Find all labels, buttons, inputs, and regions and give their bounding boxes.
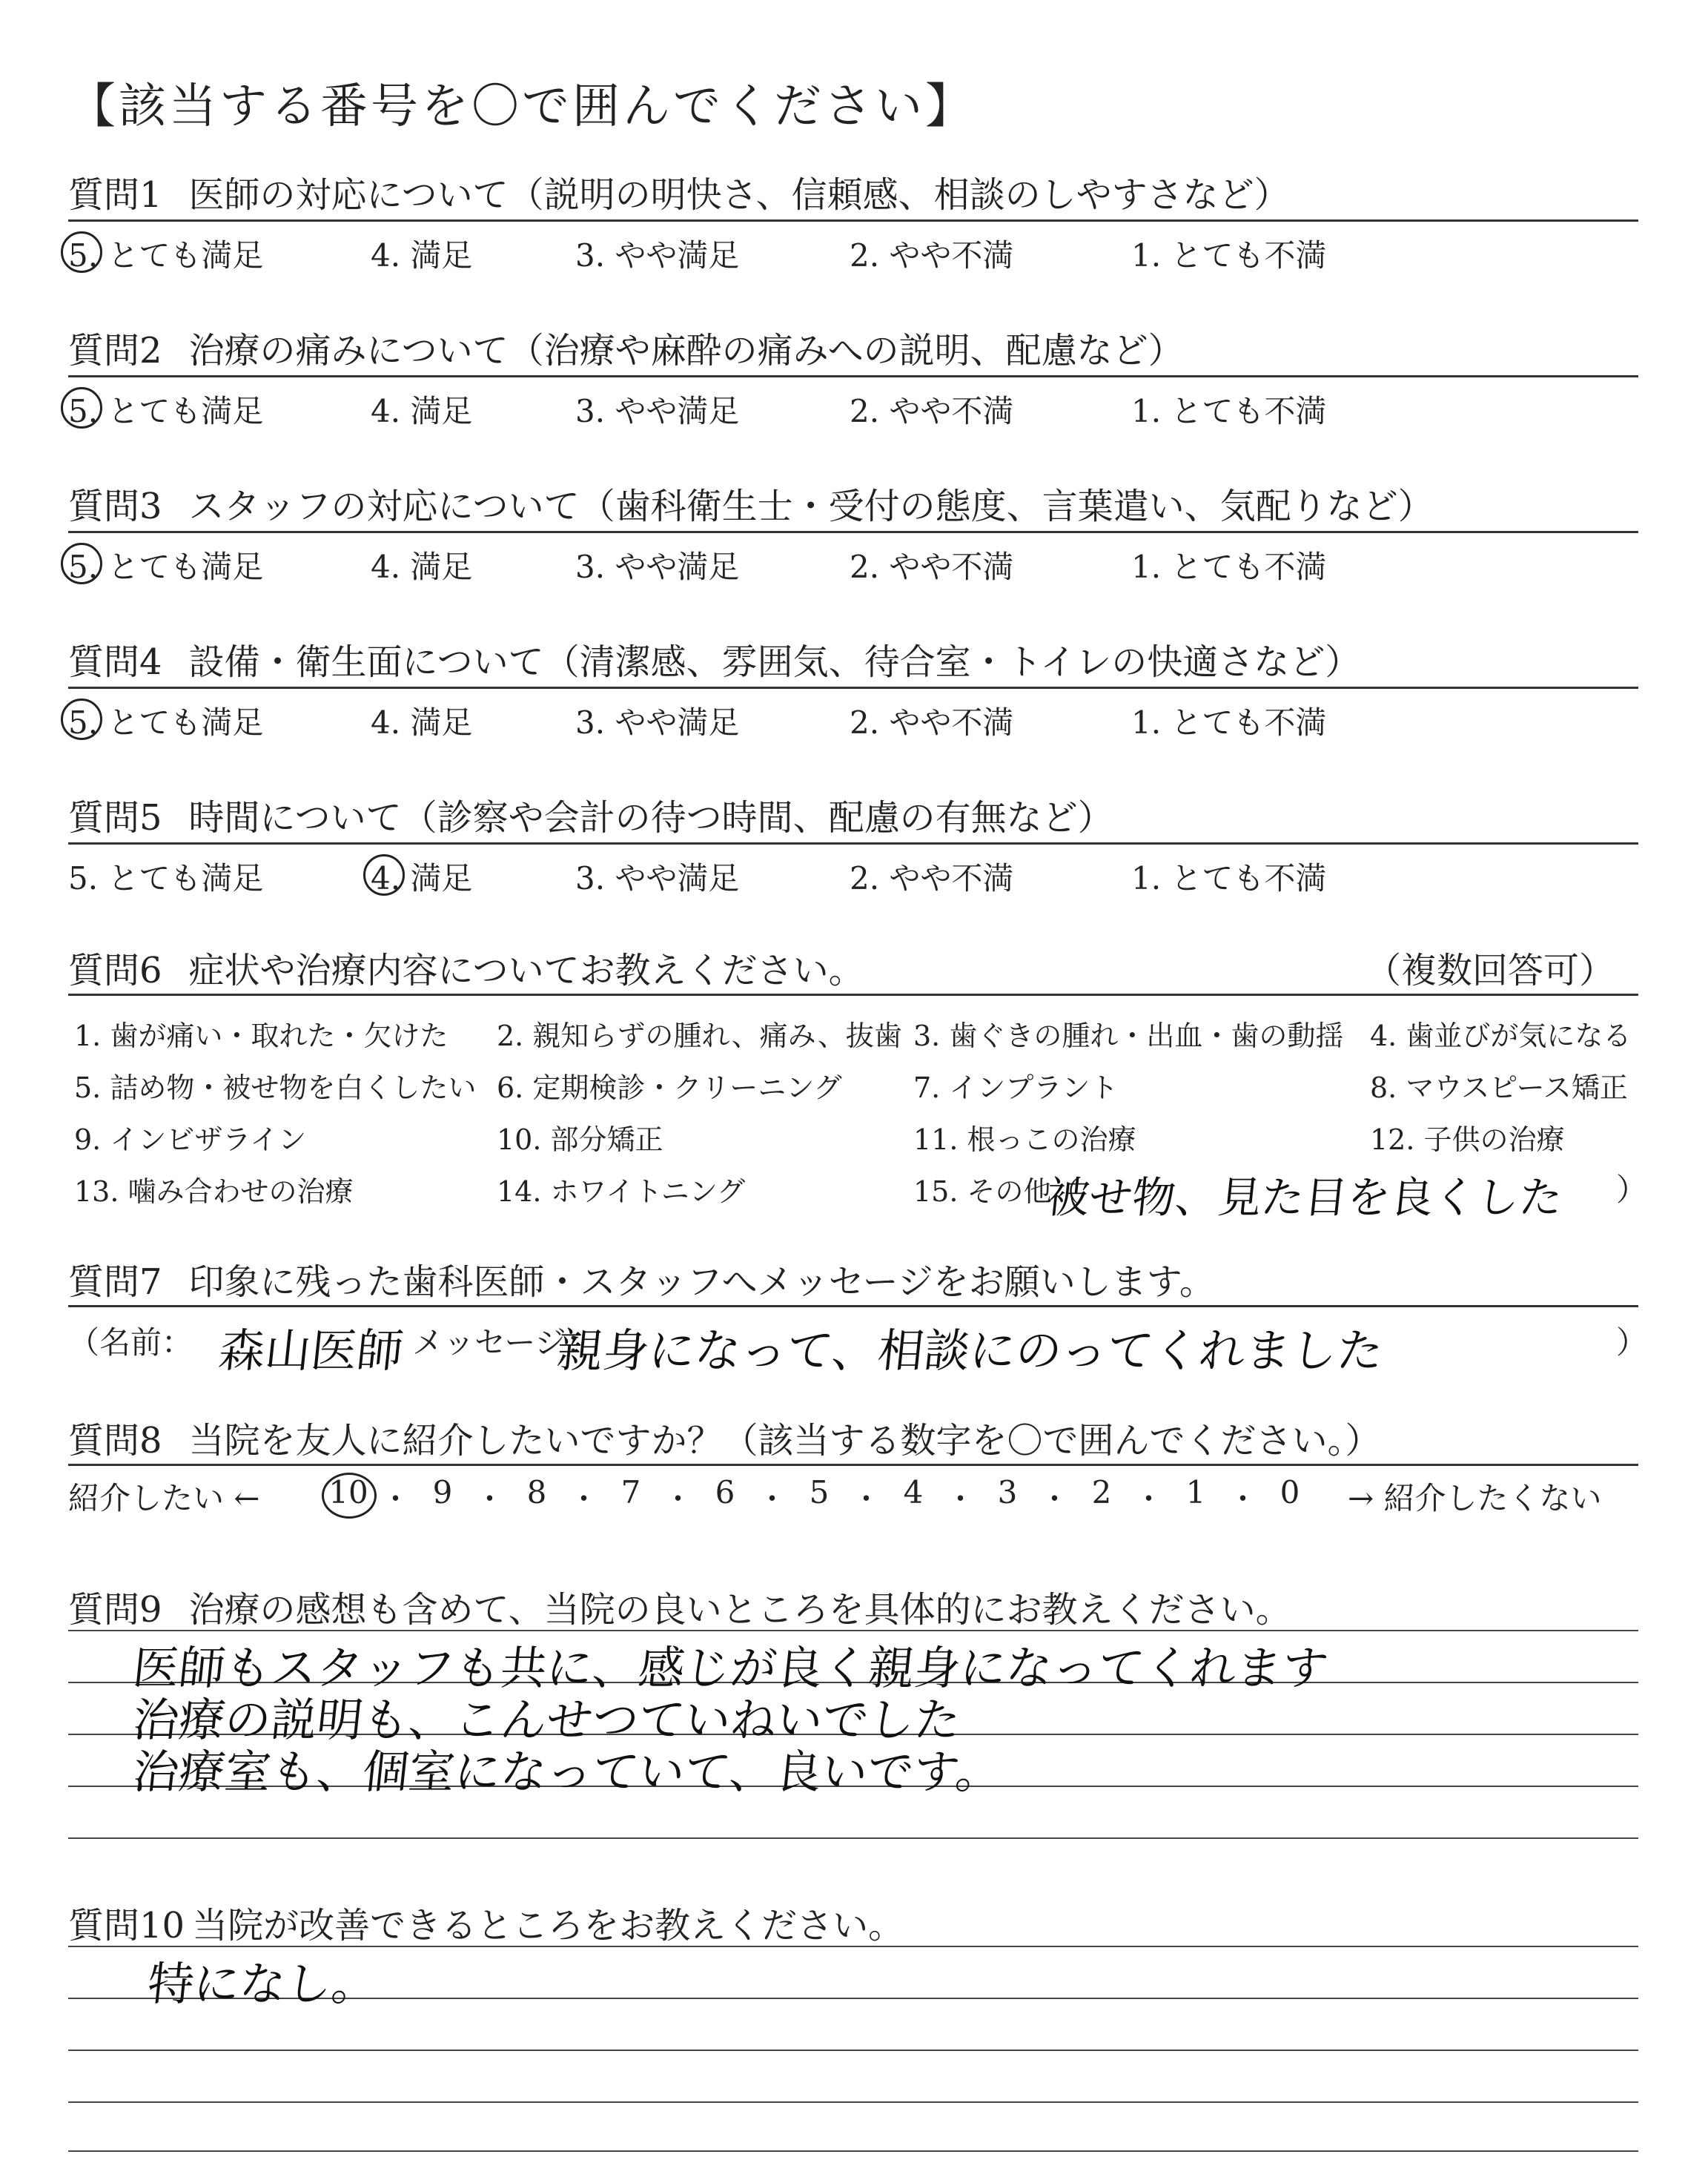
q7-rule	[68, 1305, 1638, 1307]
q6-other-handwritten: 被せ物、見た目を良くした	[1043, 1172, 1566, 1223]
q6-number: 質問6	[68, 950, 162, 991]
q9-number: 質問9	[68, 1589, 162, 1631]
q6-text: 症状や治療内容についてお教えください。	[188, 950, 864, 991]
q2-option-5[interactable]: 5. とても満足	[68, 393, 264, 429]
q8-separator-dot: ・	[380, 1482, 411, 1516]
q6-item-9[interactable]: 9. インビザライン	[74, 1123, 307, 1156]
q1-selected-circle	[61, 231, 102, 273]
q5-option-4[interactable]: 4. 満足	[371, 860, 473, 896]
q2-option-2[interactable]: 2. やや不満	[850, 393, 1014, 429]
q6-note: （複数回答可）	[1366, 950, 1615, 991]
q10-answer-rule	[68, 2150, 1638, 2152]
q6-item-11[interactable]: 11. 根っこの治療	[913, 1123, 1136, 1156]
q8-separator-dot: ・	[474, 1482, 505, 1516]
q6-item-12[interactable]: 12. 子供の治療	[1370, 1123, 1565, 1156]
q8-separator-dot: ・	[569, 1482, 599, 1516]
q4-option-5[interactable]: 5. とても満足	[68, 704, 264, 741]
q6-item-14[interactable]: 14. ホワイトニング	[497, 1175, 746, 1208]
q8-number: 質問8	[68, 1420, 162, 1462]
q3-option-1[interactable]: 1. とても不満	[1131, 549, 1327, 585]
q6-item-5[interactable]: 5. 詰め物・被せ物を白くしたい	[74, 1071, 477, 1104]
q7-name-label: （名前：	[68, 1324, 193, 1361]
q6-item-6[interactable]: 6. 定期検診・クリーニング	[497, 1071, 842, 1104]
q4-rule	[68, 687, 1638, 689]
q1-option-4[interactable]: 4. 満足	[371, 237, 473, 274]
q8-scale-8[interactable]: 8	[526, 1474, 547, 1510]
q8-right-label: → 紹介したくない	[1348, 1480, 1602, 1516]
q7-title	[68, 1253, 1215, 1304]
q7-message-handwritten: 親身になって、相談にのってくれました	[554, 1324, 1386, 1378]
q6-item-7[interactable]: 7. インプラント	[913, 1071, 1119, 1104]
q6-title	[68, 942, 864, 993]
q4-text: 設備・衛生面について（清潔感、雰囲気、待合室・トイレの快適さなど）	[188, 641, 1361, 683]
q4-option-3[interactable]: 3. やや満足	[575, 704, 740, 741]
q3-rule	[68, 531, 1638, 533]
q8-scale-0[interactable]: 0	[1280, 1474, 1300, 1510]
q3-number: 質問3	[68, 486, 162, 527]
q1-option-3[interactable]: 3. やや満足	[575, 237, 740, 274]
q10-answer-line-1: 特になし。	[145, 1957, 381, 2011]
q4-option-1[interactable]: 1. とても不満	[1131, 704, 1327, 741]
q6-item-2[interactable]: 2. 親知らずの腫れ、痛み、抜歯	[497, 1020, 902, 1052]
q8-separator-dot: ・	[757, 1482, 787, 1516]
q8-scale-9[interactable]: 9	[432, 1474, 453, 1510]
q6-item-10[interactable]: 10. 部分矯正	[497, 1123, 663, 1156]
q8-scale-6[interactable]: 6	[715, 1474, 735, 1510]
q1-number: 質問1	[68, 174, 162, 216]
q5-option-1[interactable]: 1. とても不満	[1131, 860, 1327, 896]
q8-separator-dot: ・	[1039, 1482, 1070, 1516]
q4-option-4[interactable]: 4. 満足	[371, 704, 473, 741]
q3-selected-circle	[61, 543, 102, 584]
q8-scale-2[interactable]: 2	[1091, 1474, 1112, 1510]
q10-answer-rule	[68, 2101, 1638, 2103]
q10-number: 質問10	[68, 1905, 185, 1946]
q6-item-8[interactable]: 8. マウスピース矯正	[1370, 1071, 1628, 1104]
q5-text: 時間について（診察や会計の待つ時間、配慮の有無など）	[188, 797, 1113, 839]
q7-name-handwritten: 森山医師	[216, 1324, 406, 1378]
q8-scale-1[interactable]: 1	[1185, 1474, 1206, 1510]
q2-option-3[interactable]: 3. やや満足	[575, 393, 740, 429]
q1-option-1[interactable]: 1. とても不満	[1131, 237, 1327, 274]
q9-answer-line-2: 治療の説明も、こんせつていねいでした	[130, 1693, 964, 1747]
q1-option-5[interactable]: 5. とても満足	[68, 237, 264, 274]
q8-scale-4[interactable]: 4	[903, 1474, 924, 1510]
q5-selected-circle	[363, 854, 405, 896]
q1-title	[68, 166, 1290, 217]
q8-separator-dot: ・	[663, 1482, 693, 1516]
q7-message-label: メッセージ：	[412, 1324, 598, 1361]
q3-text: スタッフの対応について（歯科衛生士・受付の態度、言葉遣い、気配りなど）	[188, 486, 1434, 527]
q6-item-13[interactable]: 13. 噛み合わせの治療	[74, 1175, 354, 1208]
q8-separator-dot: ・	[851, 1482, 881, 1516]
q2-option-1[interactable]: 1. とても不満	[1131, 393, 1327, 429]
q7-number: 質問7	[68, 1261, 162, 1303]
q2-option-4[interactable]: 4. 満足	[371, 393, 473, 429]
q9-answer-rule	[68, 1837, 1638, 1839]
q8-left-label: 紹介したい ←	[68, 1480, 260, 1516]
q2-number: 質問2	[68, 330, 162, 371]
q5-option-3[interactable]: 3. やや満足	[575, 860, 740, 896]
q4-option-2[interactable]: 2. やや不満	[850, 704, 1014, 741]
q9-answer-line-1: 医師もスタッフも共に、感じが良く親身になってくれます	[130, 1641, 1331, 1695]
q8-scale-3[interactable]: 3	[997, 1474, 1018, 1510]
q3-option-5[interactable]: 5. とても満足	[68, 549, 264, 585]
q1-text: 医師の対応について（説明の明快さ、信頼感、相談のしやすさなど）	[188, 174, 1290, 216]
q8-separator-dot: ・	[1228, 1482, 1258, 1516]
q2-selected-circle	[61, 387, 102, 429]
q3-option-4[interactable]: 4. 満足	[371, 549, 473, 585]
q3-option-3[interactable]: 3. やや満足	[575, 549, 740, 585]
q1-rule	[68, 219, 1638, 222]
q9-text: 治療の感想も含めて、当院の良いところを具体的にお教えください。	[188, 1589, 1291, 1631]
q3-title	[68, 478, 1434, 529]
form-heading: 【該当する番号を〇で囲んでください】	[68, 79, 976, 134]
q2-rule	[68, 375, 1638, 377]
q10-text: 当院が改善できるところをお教えください。	[192, 1905, 904, 1946]
q4-selected-circle	[61, 698, 102, 740]
q7-close-paren: ）	[1616, 1324, 1648, 1361]
q5-rule	[68, 842, 1638, 845]
q3-option-2[interactable]: 2. やや不満	[850, 549, 1014, 585]
q8-separator-dot: ・	[1133, 1482, 1164, 1516]
q4-number: 質問4	[68, 641, 162, 683]
q8-rule	[68, 1464, 1638, 1466]
q5-number: 質問5	[68, 797, 162, 839]
q6-rule	[68, 994, 1638, 996]
q2-title	[68, 322, 1184, 373]
q8-separator-dot: ・	[945, 1482, 976, 1516]
q9-answer-line-3: 治療室も、個室になっていて、良いです。	[130, 1745, 1005, 1799]
q2-text: 治療の痛みについて（治療や麻酔の痛みへの説明、配慮など）	[188, 330, 1184, 371]
q7-text: 印象に残った歯科医師・スタッフへメッセージをお願いします。	[188, 1261, 1215, 1303]
q6-close-paren: ）	[1616, 1172, 1648, 1208]
q5-title	[68, 789, 1113, 840]
q6-item-3[interactable]: 3. 歯ぐきの腫れ・出血・歯の動揺	[913, 1020, 1344, 1052]
q4-title	[68, 633, 1360, 684]
q6-item-4[interactable]: 4. 歯並びが気になる	[1370, 1020, 1632, 1052]
q5-option-5[interactable]: 5. とても満足	[68, 860, 264, 896]
q8-text: 当院を友人に紹介したいですか？（該当する数字を〇で囲んでください。）	[188, 1420, 1381, 1462]
q8-selected-circle	[322, 1473, 377, 1519]
q5-option-2[interactable]: 2. やや不満	[850, 860, 1014, 896]
q9-title	[68, 1581, 1291, 1632]
q6-item-15[interactable]: 15. その他（	[913, 1175, 1080, 1208]
q6-item-1[interactable]: 1. 歯が痛い・取れた・欠けた	[74, 1020, 448, 1052]
q10-title	[68, 1897, 904, 1948]
q1-option-2[interactable]: 2. やや不満	[850, 237, 1014, 274]
q8-scale-10[interactable]: 10	[328, 1474, 368, 1510]
q8-scale-5[interactable]: 5	[809, 1474, 830, 1510]
q8-title	[68, 1412, 1381, 1463]
q10-answer-rule	[68, 2050, 1638, 2051]
q8-scale-7[interactable]: 7	[620, 1474, 641, 1510]
